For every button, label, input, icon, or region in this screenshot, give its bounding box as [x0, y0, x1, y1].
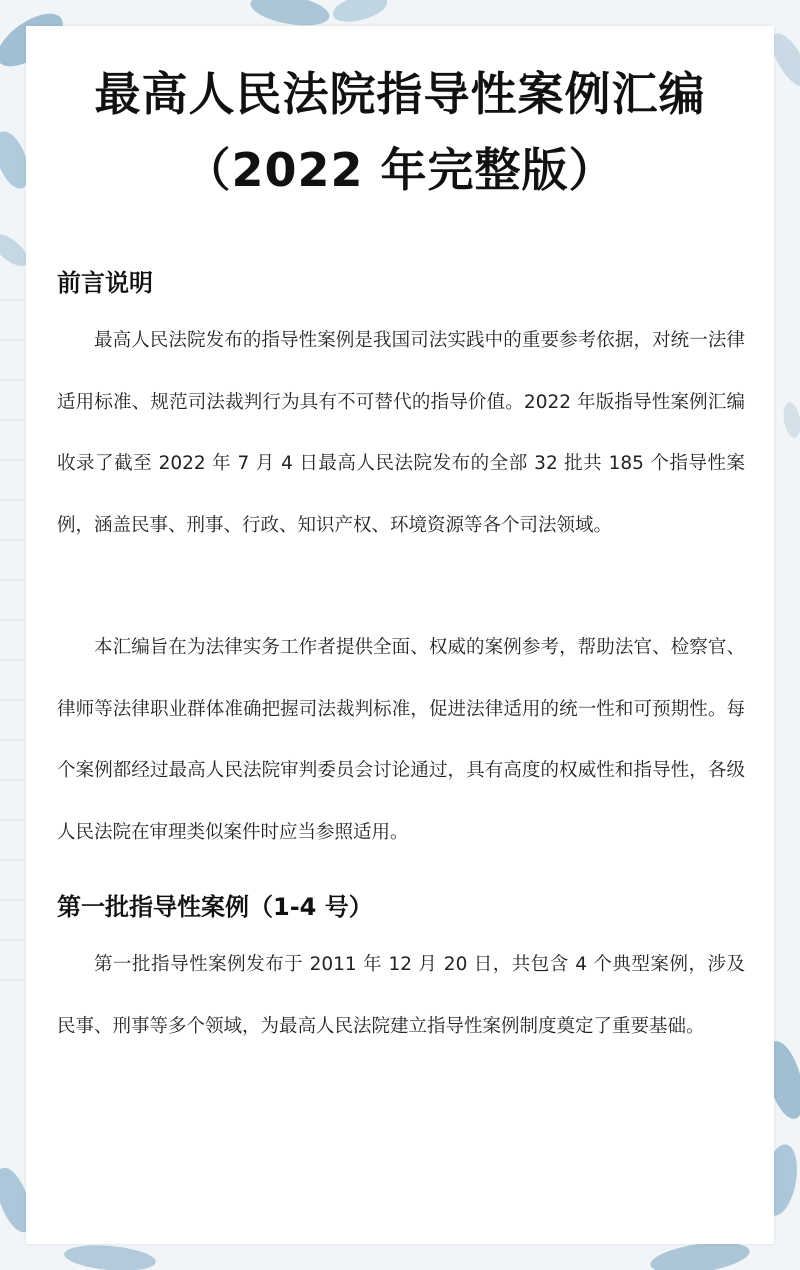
batch-1-paragraph-1: 第一批指导性案例发布于 2011 年 12 月 20 日，共包含 4 个典型案例，涉及民事、刑事等多个领域，为最高人民法院建立指导性案例制度奠定了重要基础。	[57, 954, 745, 1037]
preface-paragraph-1: 最高人民法院发布的指导性案例是我国司法实践中的重要参考依据，对统一法律适用标准、规范司法裁判行为具有不可替代的指导价值。2022 年版指导性案例汇编收录了截至 2022 年 7 月 4 日最高人民法院发布的全部 32 批共 185 个指导性案例，涵盖民事、刑事、行政、知识产权、环境资源等各个司法领域。	[57, 330, 745, 536]
section-heading-preface: 前言说明	[57, 269, 153, 297]
section-heading-batch-1: 第一批指导性案例（1-4 号）	[57, 893, 373, 921]
document-title-line-1: 最高人民法院指导性案例汇编	[94, 67, 706, 121]
document-title	[0, 62, 800, 202]
preface-paragraph-2: 本汇编旨在为法律实务工作者提供全面、权威的案例参考，帮助法官、检察官、律师等法律职业群体准确把握司法裁判标准，促进法律适用的统一性和可预期性。每个案例都经过最高人民法院审判委员会讨论通过，具有高度的权威性和指导性，各级人民法院在审理类似案件时应当参照适用。	[57, 637, 745, 843]
document-title-line-2: （2022 年完整版）	[184, 143, 616, 197]
